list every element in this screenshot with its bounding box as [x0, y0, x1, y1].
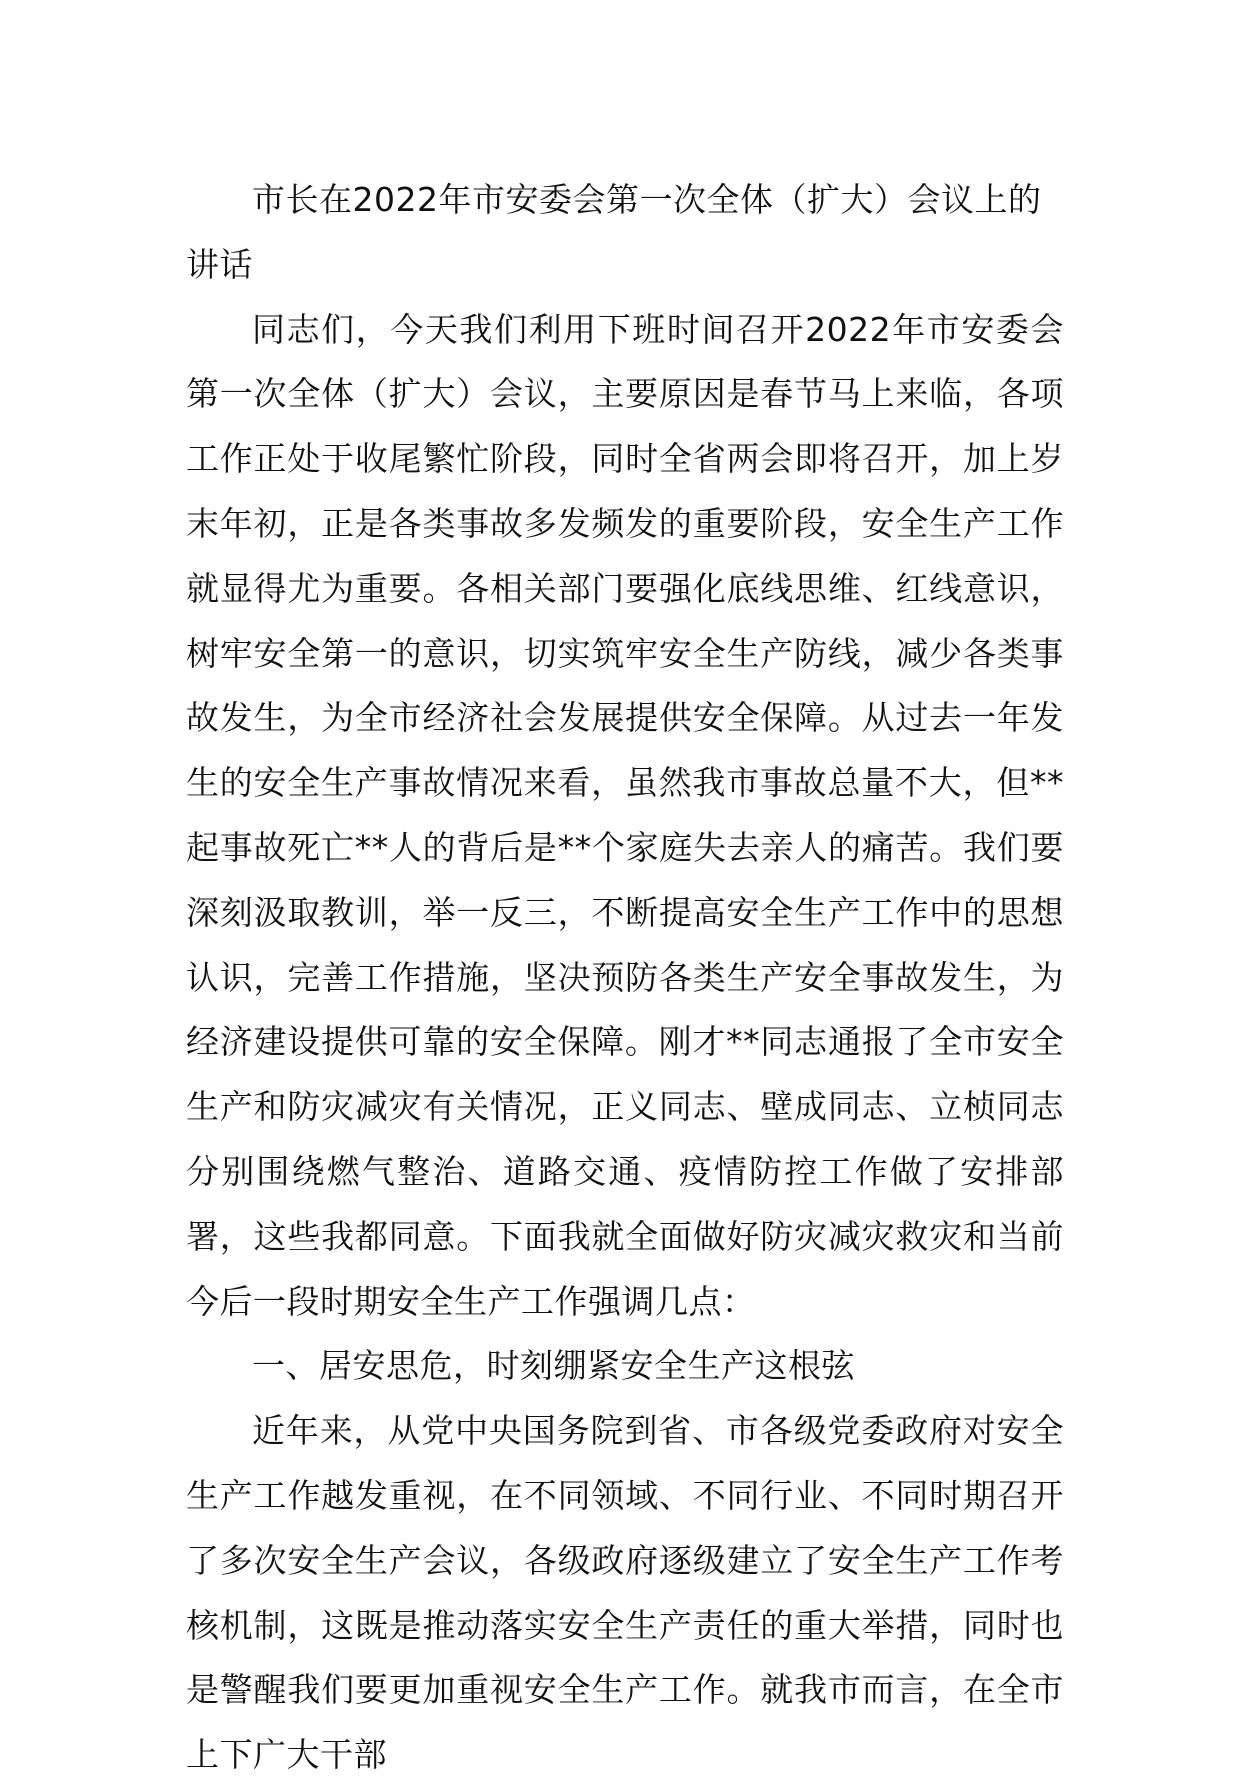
paragraph-opening: 同志们，今天我们利用下班时间召开2022年市安委会第一次全体（扩大）会议，主要原因是春节马上来临，各项工作正处于收尾繁忙阶段，同时全省两会即将召开，加上岁末年初，正是各类事故多发频发的重要阶段，安全生产工作就显得尤为重要。各相关部门要强化底线思维、红线意识，树牢安全第一的意识，切实筑牢安全生产防线，减少各类事故发生，为全市经济社会发展提供安全保障。从过去一年发生的安全生产事故情况来看，虽然我市事故总量不大，但**起事故死亡**人的背后是**个家庭失去亲人的痛苦。我们要深刻汲取教训，举一反三，不断提高安全生产工作中的思想认识，完善工作措施，坚决预防各类生产安全事故发生，为经济建设提供可靠的安全保障。刚才**同志通报了全市安全生产和防灾减灾有关情况，正义同志、壁成同志、立桢同志分别围绕燃气整治、道路交通、疫情防控工作做了安排部署，这些我都同意。下面我就全面做好防灾减灾救灾和当前今后一段时期安全生产工作强调几点：: [186, 309, 1064, 1321]
document-title: 市长在2022年市安委会第一次全体（扩大）会议上的讲话: [186, 180, 1042, 284]
document-body: [186, 168, 1064, 1788]
paragraph-section-1: 近年来，从党中央国务院到省、市各级党委政府对安全生产工作越发重视，在不同领域、不同行业、不同时期召开了多次安全生产会议，各级政府逐级建立了安全生产工作考核机制，这既是推动落实安全生产责任的重大举措，同时也是警醒我们要更加重视安全生产工作。就我市而言，在全市上下广大干部: [186, 1411, 1064, 1775]
section-heading-1: 一、居安思危，时刻绷紧安全生产这根弦: [252, 1346, 855, 1386]
